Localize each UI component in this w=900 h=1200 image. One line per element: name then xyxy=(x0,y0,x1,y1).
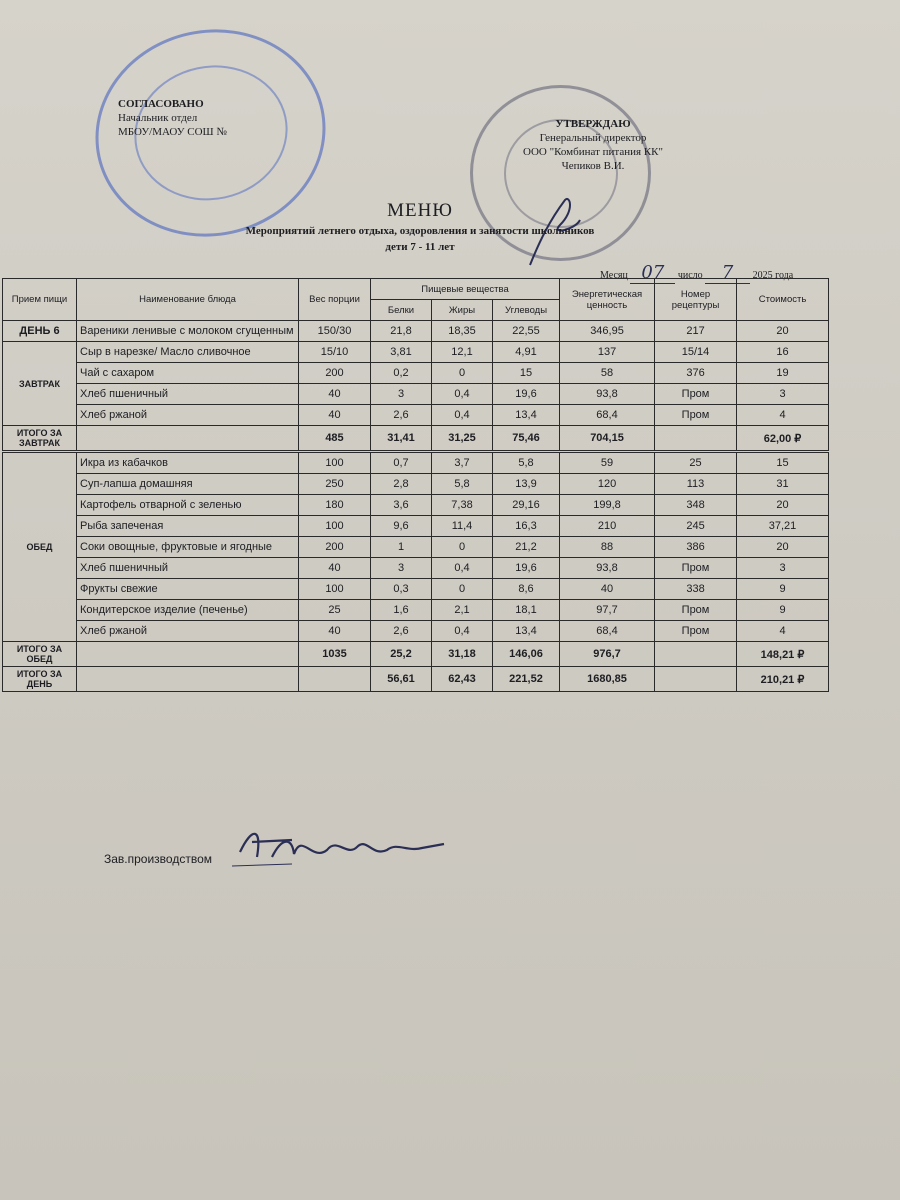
cell-weight: 180 xyxy=(299,495,371,516)
approved-line3: Чепиков В.И. xyxy=(561,160,625,172)
cell-carbs: 29,16 xyxy=(493,495,560,516)
cell-protein: 3,81 xyxy=(371,342,432,363)
meal-label-lunch: ОБЕД xyxy=(3,452,77,642)
approved-line2: ООО "Комбинат питания КК" xyxy=(523,146,663,158)
cell-recipe: Пром xyxy=(655,405,737,426)
header-carbs: Углеводы xyxy=(493,300,560,321)
cell-fat: 11,4 xyxy=(432,516,493,537)
cell-protein: 2,6 xyxy=(371,621,432,642)
header-fat: Жиры xyxy=(432,300,493,321)
cell-cost: 15 xyxy=(737,452,829,474)
table-row xyxy=(3,495,829,516)
cell-fat: 12,1 xyxy=(432,342,493,363)
cell-weight: 40 xyxy=(299,405,371,426)
total-protein: 56,61 xyxy=(371,667,432,692)
cell-carbs: 15 xyxy=(493,363,560,384)
day-total-row xyxy=(3,667,829,692)
cell-cost: 20 xyxy=(737,495,829,516)
cell-cost: 20 xyxy=(737,537,829,558)
total-fat: 62,43 xyxy=(432,667,493,692)
cell-recipe: 113 xyxy=(655,474,737,495)
dish-name: Вареники ленивые с молоком сгущенным xyxy=(77,321,299,342)
approved-line1: Генеральный директор xyxy=(539,132,647,144)
header-cost: Стоимость xyxy=(737,279,829,321)
cell-energy: 97,7 xyxy=(560,600,655,621)
cell-fat: 3,7 xyxy=(432,452,493,474)
cell-carbs: 13,9 xyxy=(493,474,560,495)
cell-weight: 200 xyxy=(299,537,371,558)
cell-energy: 346,95 xyxy=(560,321,655,342)
table-row xyxy=(3,621,829,642)
production-head-signature-icon xyxy=(232,822,452,872)
cell-weight: 100 xyxy=(299,452,371,474)
cell-recipe: 386 xyxy=(655,537,737,558)
cell-cost: 3 xyxy=(737,384,829,405)
total-recipe xyxy=(655,642,737,667)
total-fat: 31,18 xyxy=(432,642,493,667)
cell-carbs: 4,91 xyxy=(493,342,560,363)
cell-recipe: Пром xyxy=(655,621,737,642)
table-row xyxy=(3,516,829,537)
total-energy: 704,15 xyxy=(560,426,655,452)
total-cost: 148,21 ₽ xyxy=(737,642,829,667)
age-group: дети 7 - 11 лет xyxy=(385,241,455,253)
cell-weight: 250 xyxy=(299,474,371,495)
cell-energy: 199,8 xyxy=(560,495,655,516)
total-protein: 25,2 xyxy=(371,642,432,667)
cell-recipe: 348 xyxy=(655,495,737,516)
dish-name: Картофель отварной с зеленью xyxy=(77,495,299,516)
cell-fat: 0 xyxy=(432,363,493,384)
total-label: ИТОГО ЗА ОБЕД xyxy=(3,642,77,667)
cell-weight: 40 xyxy=(299,384,371,405)
cell-weight: 100 xyxy=(299,579,371,600)
cell-energy: 59 xyxy=(560,452,655,474)
day-value: 7 xyxy=(721,262,734,283)
dish-name: Хлеб пшеничный xyxy=(77,558,299,579)
header-dish: Наименование блюда xyxy=(77,279,299,321)
cell-weight: 40 xyxy=(299,621,371,642)
table-row xyxy=(3,363,829,384)
cell-recipe: 338 xyxy=(655,579,737,600)
total-empty xyxy=(77,426,299,452)
cell-cost: 9 xyxy=(737,579,829,600)
cell-fat: 0,4 xyxy=(432,405,493,426)
cell-weight: 100 xyxy=(299,516,371,537)
cell-cost: 4 xyxy=(737,405,829,426)
cell-carbs: 5,8 xyxy=(493,452,560,474)
day-label: число xyxy=(677,270,703,281)
cell-cost: 16 xyxy=(737,342,829,363)
cell-recipe: Пром xyxy=(655,558,737,579)
cell-fat: 0,4 xyxy=(432,384,493,405)
cell-fat: 7,38 xyxy=(432,495,493,516)
menu-table xyxy=(2,278,829,692)
cell-energy: 88 xyxy=(560,537,655,558)
cell-fat: 0,4 xyxy=(432,558,493,579)
cell-carbs: 13,4 xyxy=(493,621,560,642)
cell-weight: 25 xyxy=(299,600,371,621)
agreed-line2: МБОУ/МАОУ СОШ № xyxy=(118,126,227,138)
cell-protein: 2,8 xyxy=(371,474,432,495)
total-carbs: 75,46 xyxy=(493,426,560,452)
total-weight: 1035 xyxy=(299,642,371,667)
total-recipe xyxy=(655,426,737,452)
dish-name: Рыба запеченая xyxy=(77,516,299,537)
cell-protein: 0,3 xyxy=(371,579,432,600)
breakfast-total-row xyxy=(3,426,829,452)
cell-recipe: 217 xyxy=(655,321,737,342)
day-label: ДЕНЬ 6 xyxy=(3,321,77,342)
dish-name: Кондитерское изделие (печенье) xyxy=(77,600,299,621)
total-cost: 210,21 ₽ xyxy=(737,667,829,692)
cell-recipe: 245 xyxy=(655,516,737,537)
cell-energy: 68,4 xyxy=(560,621,655,642)
cell-fat: 18,35 xyxy=(432,321,493,342)
total-empty xyxy=(77,642,299,667)
cell-protein: 0,7 xyxy=(371,452,432,474)
page-title: МЕНЮ xyxy=(387,200,453,221)
cell-carbs: 19,6 xyxy=(493,384,560,405)
cell-cost: 20 xyxy=(737,321,829,342)
approved-block xyxy=(508,117,678,173)
table-row xyxy=(3,579,829,600)
cell-protein: 0,2 xyxy=(371,363,432,384)
cell-protein: 9,6 xyxy=(371,516,432,537)
total-cost: 62,00 ₽ xyxy=(737,426,829,452)
table-row xyxy=(3,474,829,495)
total-empty xyxy=(77,667,299,692)
header-nutrients: Пищевые вещества xyxy=(371,279,560,300)
agreed-block xyxy=(118,97,227,139)
table-row xyxy=(3,452,829,474)
total-recipe xyxy=(655,667,737,692)
header-recipe: Номер рецептуры xyxy=(655,279,737,321)
cell-carbs: 13,4 xyxy=(493,405,560,426)
table-row xyxy=(3,342,829,363)
dish-name: Чай с сахаром xyxy=(77,363,299,384)
cell-weight: 40 xyxy=(299,558,371,579)
cell-cost: 9 xyxy=(737,600,829,621)
table-row xyxy=(3,558,829,579)
cell-cost: 3 xyxy=(737,558,829,579)
dish-name: Фрукты свежие xyxy=(77,579,299,600)
cell-energy: 58 xyxy=(560,363,655,384)
total-fat: 31,25 xyxy=(432,426,493,452)
total-energy: 976,7 xyxy=(560,642,655,667)
total-carbs: 146,06 xyxy=(493,642,560,667)
header-protein: Белки xyxy=(371,300,432,321)
table-row xyxy=(3,537,829,558)
cell-cost: 19 xyxy=(737,363,829,384)
cell-protein: 1,6 xyxy=(371,600,432,621)
cell-carbs: 21,2 xyxy=(493,537,560,558)
cell-carbs: 16,3 xyxy=(493,516,560,537)
cell-energy: 120 xyxy=(560,474,655,495)
cell-fat: 5,8 xyxy=(432,474,493,495)
total-label: ИТОГО ЗА ДЕНЬ xyxy=(3,667,77,692)
cell-carbs: 22,55 xyxy=(493,321,560,342)
cell-weight: 200 xyxy=(299,363,371,384)
table-row xyxy=(3,600,829,621)
total-protein: 31,41 xyxy=(371,426,432,452)
cell-carbs: 18,1 xyxy=(493,600,560,621)
lunch-total-row xyxy=(3,642,829,667)
total-weight xyxy=(299,667,371,692)
footer-production-head: Зав.производством xyxy=(104,852,212,866)
table-row xyxy=(3,384,829,405)
year-text: 2025 года xyxy=(752,270,794,281)
cell-recipe: Пром xyxy=(655,384,737,405)
cell-recipe: Пром xyxy=(655,600,737,621)
total-label: ИТОГО ЗА ЗАВТРАК xyxy=(3,426,77,452)
total-weight: 485 xyxy=(299,426,371,452)
cell-cost: 4 xyxy=(737,621,829,642)
cell-protein: 1 xyxy=(371,537,432,558)
dish-name: Хлеб пшеничный xyxy=(77,384,299,405)
month-value: 07 xyxy=(641,262,665,283)
cell-carbs: 8,6 xyxy=(493,579,560,600)
cell-fat: 0,4 xyxy=(432,621,493,642)
header-meal: Прием пищи xyxy=(3,279,77,321)
cell-recipe: 376 xyxy=(655,363,737,384)
total-carbs: 221,52 xyxy=(493,667,560,692)
cell-protein: 3 xyxy=(371,558,432,579)
cell-weight: 15/10 xyxy=(299,342,371,363)
dish-name: Суп-лапша домашняя xyxy=(77,474,299,495)
cell-protein: 2,6 xyxy=(371,405,432,426)
dish-name: Икра из кабачков xyxy=(77,452,299,474)
dish-name: Хлеб ржаной xyxy=(77,405,299,426)
cell-recipe: 15/14 xyxy=(655,342,737,363)
cell-cost: 31 xyxy=(737,474,829,495)
cell-energy: 210 xyxy=(560,516,655,537)
month-label: Месяц xyxy=(600,270,628,281)
cell-energy: 68,4 xyxy=(560,405,655,426)
agreed-title: СОГЛАСОВАНО xyxy=(118,98,204,110)
cell-carbs: 19,6 xyxy=(493,558,560,579)
table-row xyxy=(3,321,829,342)
cell-fat: 0 xyxy=(432,537,493,558)
table-row xyxy=(3,405,829,426)
cell-fat: 2,1 xyxy=(432,600,493,621)
dish-name: Соки овощные, фруктовые и ягодные xyxy=(77,537,299,558)
cell-protein: 21,8 xyxy=(371,321,432,342)
agreed-line1: Начальник отдел xyxy=(118,112,198,124)
dish-name: Хлеб ржаной xyxy=(77,621,299,642)
cell-energy: 93,8 xyxy=(560,384,655,405)
cell-energy: 137 xyxy=(560,342,655,363)
cell-fat: 0 xyxy=(432,579,493,600)
header-weight: Вес порции xyxy=(299,279,371,321)
cell-protein: 3,6 xyxy=(371,495,432,516)
total-energy: 1680,85 xyxy=(560,667,655,692)
cell-protein: 3 xyxy=(371,384,432,405)
header-energy: Энергетическая ценность xyxy=(560,279,655,321)
page-subtitle: Мероприятий летнего отдыха, оздоровления и занятости школьников xyxy=(245,225,595,237)
cell-weight: 150/30 xyxy=(299,321,371,342)
cell-energy: 93,8 xyxy=(560,558,655,579)
dish-name: Сыр в нарезке/ Масло сливочное xyxy=(77,342,299,363)
cell-energy: 40 xyxy=(560,579,655,600)
meal-label-breakfast: ЗАВТРАК xyxy=(3,342,77,426)
approved-title: УТВЕРЖДАЮ xyxy=(555,118,631,130)
cell-recipe: 25 xyxy=(655,452,737,474)
cell-cost: 37,21 xyxy=(737,516,829,537)
